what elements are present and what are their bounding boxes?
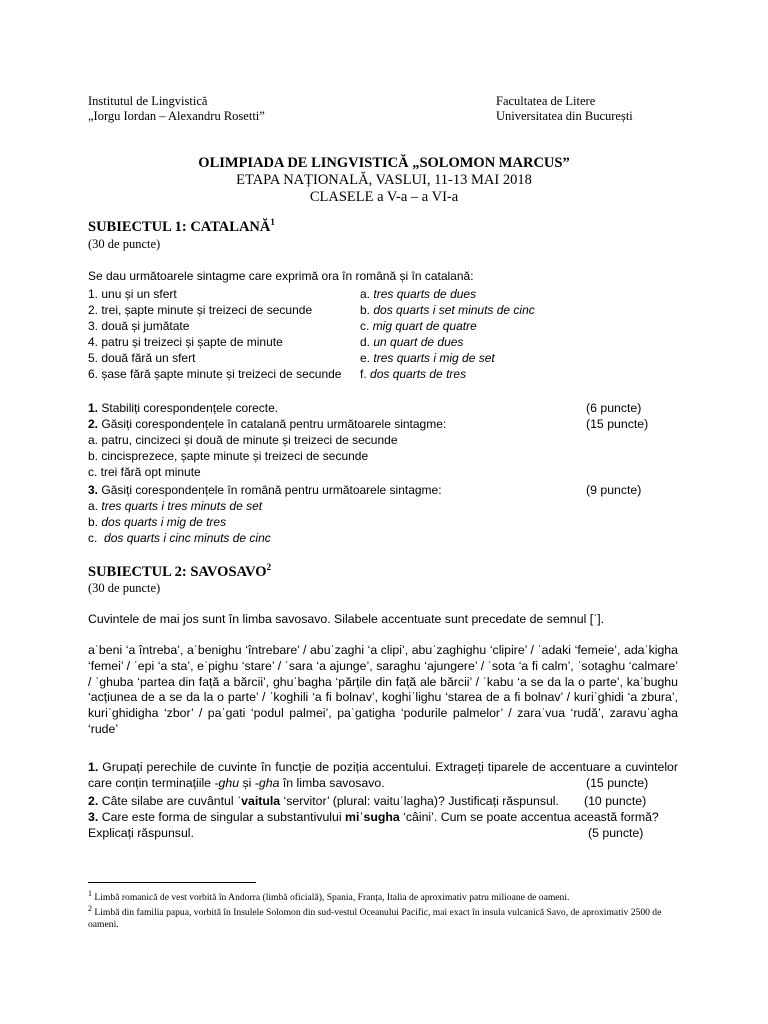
subject1-heading-text: SUBIECTUL 1: CATALANĂ [88, 219, 271, 235]
romanian-item-6: 6. șase fără șapte minute și treizeci de secunde [88, 367, 342, 381]
subject1-question-2-points: (15 puncte) [586, 417, 649, 431]
question-2-item-b: b. cincisprezece, șapte minute și treizeci de secunde [88, 449, 369, 463]
question-text: Găsiți corespondențele în catalană pentru următoarele sintagme: [101, 417, 447, 431]
item-letter: b. [88, 515, 99, 529]
question-text-b: în limba savosavo. [279, 775, 385, 790]
catalan-text: tres quarts i mig de set [373, 351, 495, 365]
subject1-question-3-points: (9 puncte) [586, 483, 642, 497]
question-text-a: Grupați perechile de cuvinte în funcție de poziția accentului. Extrageți tiparele de accentuare a cuvintelor care conțin terminațiile [88, 760, 678, 790]
item-letter: a. [88, 499, 99, 513]
question-number: 3. [88, 810, 99, 824]
catalan-letter: d. [360, 335, 371, 349]
olympiad-stage: ETAPA NAȚIONALĂ, VASLUI, 11-13 MAI 2018 [236, 172, 532, 188]
catalan-item-f [360, 367, 466, 381]
subject2-points: (30 de puncte) [88, 581, 161, 595]
olympiad-classes: CLASELE a V-a – a VI-a [309, 189, 459, 205]
item-letter: c. [88, 531, 98, 545]
word-vaitula: ˈvaitula [237, 794, 281, 808]
header-institute-line2: „Iorgu Iordan – Alexandru Rosetti” [88, 109, 265, 123]
footnote-separator [88, 882, 256, 883]
catalan-letter: a. [360, 287, 371, 301]
subject2-question-1-points: (15 puncte) [586, 776, 649, 790]
question-text-b: ‘câini’. Cum se poate accentua această formă? Explicați răspunsul. [88, 810, 659, 840]
subject1-points: (30 de puncte) [88, 237, 161, 251]
footnote-2 [88, 903, 678, 931]
catalan-text: tres quarts de dues [373, 287, 477, 301]
catalan-item-e [360, 351, 495, 365]
header-faculty-line1: Facultatea de Litere [496, 94, 596, 108]
romanian-item-1: 1. unu și un sfert [88, 287, 177, 301]
question-number: 2. [88, 794, 99, 808]
question-text: Stabiliți corespondențele corecte. [101, 401, 279, 415]
savosavo-word-list: aˈbeni ‘a întreba’, aˈbenighu ‘întrebare’ / abuˈzaghi ‘a clipi’, abuˈzaghighu ‘clipire’ / ˈadaki ‘femeie’, adaˈkigha ‘femei’ / ˈepi ‘a sta’, eˈpighu ‘stare’ / ˈsara ‘a ajunge’, saraghu ‘ajungere’ / ˈsota ‘a fi calm’, ˈsotaghu ‘calmare’ / ˈghuba ‘partea din față a bărcii’, ghuˈbagha ‘părțile din față ale bărcii’ / ˈkabu ‘a se da la o parte’, kaˈbughu ‘acțiunea de a se da la o parte’ / ˈkoghili ‘a fi bolnav’, koghiˈlighu ‘starea de a fi bolnav’ / kuriˈghidi ‘a zbura’, kuriˈghidigha ‘zbor’ / paˈgati ‘podul palmei’, paˈgatigha ‘podurile palmelor’ / zaraˈvua ‘rudă’, zaravuˈagha ‘rude’ [88, 643, 678, 736]
footnote-text: Limbă din familia papua, vorbită în Insulele Solomon din sud-vestul Oceanului Pacific, mai exact în insula vulcanică Savo, de aproximativ 2500 de oameni. [88, 907, 662, 931]
romanian-item-4: 4. patru și treizeci și șapte de minute [88, 335, 283, 349]
catalan-item-d [360, 335, 463, 349]
subject2-intro: Cuvintele de mai jos sunt în limba savosavo. Silabele accentuate sunt precedate de semnul [ˈ]. [88, 612, 605, 626]
olympiad-title: OLIMPIADA DE LINGVISTICĂ „SOLOMON MARCUS” [198, 155, 570, 171]
question-text-a: Câte silabe are cuvântul [101, 794, 238, 808]
item-text: dos quarts i cinc minuts de cinc [104, 531, 271, 545]
catalan-text: un quart de dues [373, 335, 464, 349]
catalan-text: mig quart de quatre [372, 319, 477, 333]
subject1-question-2 [88, 417, 446, 431]
subject1-question-1 [88, 401, 278, 415]
footnote-mark: 2 [88, 904, 92, 913]
footnote-1 [88, 888, 678, 904]
suffix-ghu: -ghu [214, 775, 240, 790]
question-number: 1. [88, 760, 99, 774]
catalan-letter: e. [360, 351, 371, 365]
catalan-letter: c. [360, 319, 370, 333]
catalan-text: dos quarts de tres [370, 367, 467, 381]
item-text: tres quarts i tres minuts de set [101, 499, 263, 513]
suffix-gha: -gha [254, 775, 280, 790]
question-text-a: Care este forma de singular a substantivului [101, 810, 346, 824]
header-institute-line1: Institutul de Lingvistică [88, 94, 208, 108]
footnote-ref-1[interactable]: 1 [270, 217, 275, 228]
question-3-item-a [88, 499, 262, 513]
question-2-item-c: c. trei fără opt minute [88, 465, 201, 479]
question-and: și [239, 775, 255, 790]
subject2-question-2-points: (10 puncte) [584, 794, 647, 808]
question-text-b: ‘servitor’ (plural: vaituˈlagha)? Justificați răspunsul. [280, 794, 559, 808]
subject1-intro: Se dau următoarele sintagme care exprimă ora în română și în catalană: [88, 269, 474, 283]
subject1-question-1-points: (6 puncte) [586, 401, 642, 415]
header-faculty-line2: Universitatea din București [496, 109, 633, 123]
word-misugha: miˈsugha [345, 810, 400, 824]
question-3-item-b [88, 515, 226, 529]
question-2-item-a: a. patru, cincizeci și două de minute și treizeci de secunde [88, 433, 398, 447]
romanian-item-5: 5. două fără un sfert [88, 351, 196, 365]
question-3-item-c [88, 531, 271, 545]
footnote-ref-2[interactable]: 2 [266, 562, 272, 573]
question-number: 2. [88, 417, 99, 431]
catalan-text: dos quarts i set minuts de cinc [373, 303, 535, 317]
romanian-item-3: 3. două și jumătate [88, 319, 190, 333]
item-text: dos quarts i mig de tres [101, 515, 227, 529]
subject2-heading-text: SUBIECTUL 2: SAVOSAVO [88, 564, 267, 580]
question-text: Găsiți corespondențele în română pentru următoarele sintagme: [101, 483, 442, 497]
subject1-question-3 [88, 483, 442, 497]
question-number: 1. [88, 401, 99, 415]
romanian-item-2: 2. trei, șapte minute și treizeci de secunde [88, 303, 313, 317]
catalan-item-a [360, 287, 476, 301]
catalan-item-c [360, 319, 477, 333]
subject2-heading [88, 564, 271, 581]
catalan-item-b [360, 303, 535, 317]
footnote-mark: 1 [88, 889, 92, 898]
subject2-question-3-points: (5 puncte) [588, 826, 644, 840]
footnote-text: Limbă romanică de vest vorbită în Andorra (limbă oficială), Spania, Franța, Italia de aproximativ patru milioane de oameni. [94, 892, 570, 904]
subject1-heading [88, 219, 275, 236]
catalan-letter: f. [360, 367, 367, 381]
catalan-letter: b. [360, 303, 371, 317]
question-number: 3. [88, 483, 99, 497]
